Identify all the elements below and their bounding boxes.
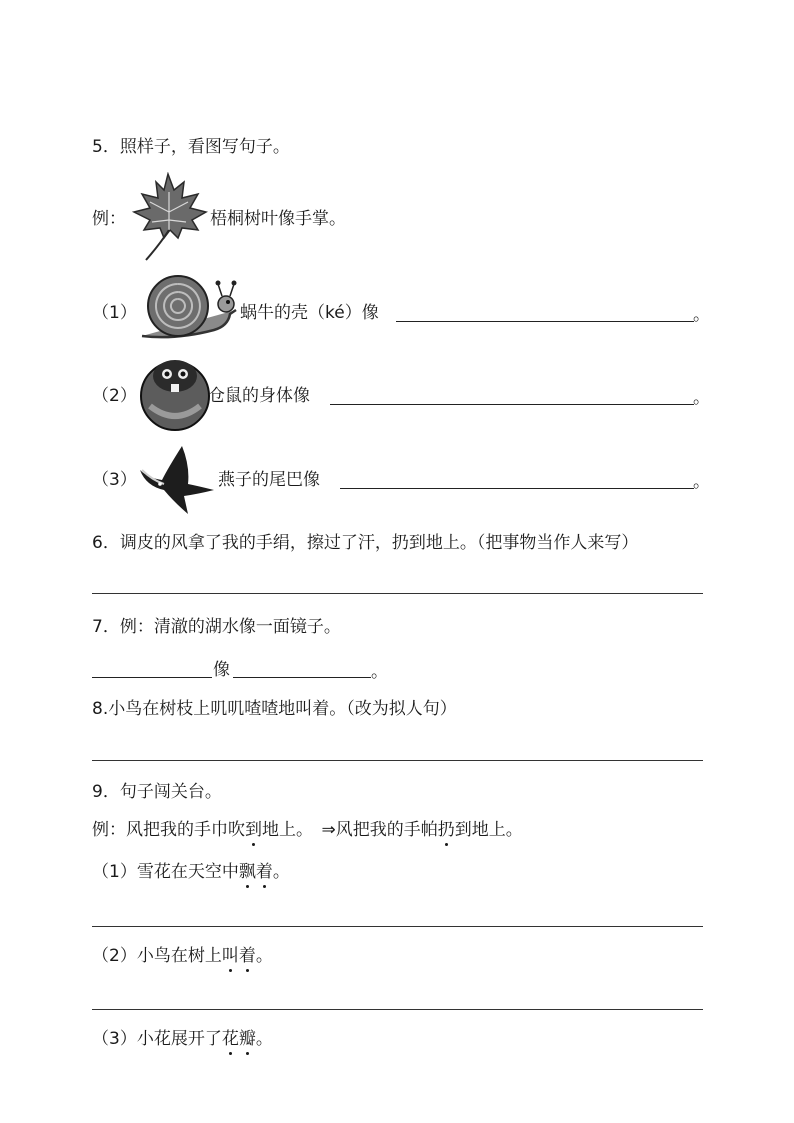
q5-item-1-period: 。 [693,305,710,325]
q9-item-2-dot-char-2: 着 [238,946,256,966]
q7-prompt: 7．例：清澈的湖水像一面镜子。 [92,617,341,637]
q5-item-3-number: （3） [92,470,137,490]
q9-item-1-dot-char-1: 飘 [238,862,256,882]
q6-answer-line[interactable] [92,593,703,594]
q7-answer-blank-2[interactable] [233,677,371,678]
q9-item-3-dot-char-1: 花 [221,1029,239,1049]
q7-period: 。 [371,662,388,682]
q5-example-label: 例： [92,209,126,229]
q9-item-2-dot-char-1: 叫 [221,946,239,966]
q5-item-2-number: （2） [92,386,137,406]
q9-example: 例：风把我的手巾吹到地上。 ⇒风把我的手帕扔到地上。 [92,820,523,840]
q7-answer-blank-1[interactable] [92,677,212,678]
q5-item-1-number: （1） [92,303,137,323]
snail-icon [136,274,242,344]
q9-item-1-dot-char-2: 着 [255,862,273,882]
q5-item-3-period: 。 [693,472,710,492]
q7-like-word: 像 [213,660,230,680]
q5-item-3-answer-blank[interactable] [340,488,694,489]
q9-example-dot-char-1: 到 [245,820,262,840]
swallow-icon [138,440,218,516]
q5-item-2-period: 。 [693,388,710,408]
q8-answer-line[interactable] [92,760,703,761]
q9-item-3: （3）小花展开了花瓣。 [92,1029,273,1049]
q6-prompt: 6．调皮的风拿了我的手绢，擦过了汗，扔到地上。（把事物当作人来写） [92,533,639,553]
q5-example-text: 梧桐树叶像手掌。 [210,209,346,229]
q5-item-1-answer-blank[interactable] [396,321,694,322]
q5-title: 5．照样子，看图写句子。 [92,137,290,157]
q9-item-1: （1）雪花在天空中飘着。 [92,862,290,882]
q5-item-2-text: 仓鼠的身体像 [208,386,310,406]
q9-item-3-dot-char-2: 瓣 [238,1029,256,1049]
q5-item-3-text: 燕子的尾巴像 [218,470,320,490]
q9-item-1-answer-line[interactable] [92,926,703,927]
q5-item-2-answer-blank[interactable] [330,404,694,405]
q9-title: 9．句子闯关台。 [92,782,222,802]
q5-item-1-text: 蜗牛的壳（ké）像 [240,303,379,323]
hamster-icon [138,356,212,432]
q9-item-2: （2）小鸟在树上叫着。 [92,946,273,966]
maple-leaf-icon [128,172,210,262]
q8-prompt: 8.小鸟在树枝上叽叽喳喳地叫着。（改为拟人句） [92,699,457,719]
q9-example-dot-char-2: 扔 [437,820,455,840]
q9-item-2-answer-line[interactable] [92,1009,703,1010]
